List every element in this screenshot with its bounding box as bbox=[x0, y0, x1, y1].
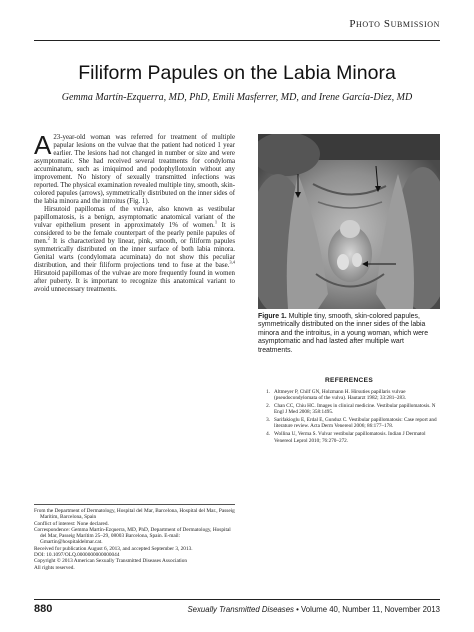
discussion-text-a: Hirsutoid papillomas of the vulvae, also known as vestibular papillomatosis, is a benign, asymptomatic anatomical variant of the vulvar epithelium present in approximately 1% of women. bbox=[34, 206, 235, 229]
footnotes bbox=[34, 508, 235, 571]
footnote-rights: All rights reserved. bbox=[34, 564, 75, 571]
footnote-received: Received for publication August 6, 2013, and accepted September 3, 2013. bbox=[34, 545, 193, 552]
reference-number: 3. bbox=[266, 417, 270, 424]
header-rule bbox=[34, 40, 440, 41]
reference-text: Altmeyer P, Chilf GN, Holzmann H. Hirsuties papillaris vulvae (pseudocondylomata of the vulva). Hautarzt 1982; 33:281–283. bbox=[274, 389, 406, 402]
footnote-rule bbox=[34, 504, 235, 505]
reference-item bbox=[258, 403, 440, 416]
article-authors: Gemma Martín-Ezquerra, MD, PhD, Emili Masferrer, MD, and Irene García-Diez, MD bbox=[61, 92, 413, 103]
reference-item bbox=[258, 417, 440, 430]
reference-number: 1. bbox=[266, 389, 270, 395]
article-title: Filiform Papules on the Labia Minora bbox=[78, 62, 396, 84]
discussion-text-b: It is considered to be the female counterpart of the pearly penile papules of men. bbox=[34, 222, 235, 245]
footer-rule bbox=[34, 599, 440, 600]
citation-3-4[interactable]: 3,4 bbox=[229, 259, 235, 265]
journal-name: Sexually Transmitted Diseases bbox=[187, 605, 294, 614]
footnote-correspondence: Correspondence: Gemma Martín-Ezquerra, MD, PhD, Department of Dermatology, Hospital del Mar, Passeig Marítim 25–29, 08003 Barcelona, Spain. E-mail: Gmartin@hospitaldelmar.cat. bbox=[34, 526, 231, 546]
reference-text: Chan CC, Chiu HC. Images in clinical medicine. Vestibular papillomatosis. N Engl J Med 2008; 358:1495. bbox=[274, 403, 436, 416]
journal-citation bbox=[187, 605, 440, 614]
figure-label: Figure 1. bbox=[258, 313, 287, 320]
footnote-doi[interactable]: DOI: 10.1097/OLQ.0000000000000044 bbox=[34, 552, 120, 559]
page-number: 880 bbox=[34, 603, 53, 615]
reference-number: 4. bbox=[266, 431, 270, 438]
references-heading: REFERENCES bbox=[324, 377, 374, 384]
discussion-text-d: Hirsutoid papillomas of the vulvae are more frequently found in women after puberty. It is important to recognize this anatomical variant to avoid unnecessary treatments. bbox=[34, 270, 235, 293]
footnote-copyright: Copyright © 2013 American Sexually Transmitted Diseases Association bbox=[34, 558, 188, 565]
paragraph-discussion bbox=[34, 206, 235, 294]
footnote-conflict: Conflict of interest: None declared. bbox=[34, 520, 109, 527]
reference-number: 2. bbox=[266, 403, 270, 410]
clinical-photo-illustration bbox=[258, 134, 440, 309]
drop-cap: A bbox=[34, 130, 52, 160]
figure-caption-text: Multiple tiny, smooth, skin-colored papules, symmetrically distributed on the inner sides of the labia minora and the introitus, in a young woman, which were asymptomatic and had lasted after multiple wart treatments. bbox=[258, 313, 429, 354]
figure-1-photo bbox=[258, 134, 440, 309]
article-body bbox=[34, 130, 235, 294]
reference-item bbox=[258, 389, 440, 402]
references-list bbox=[258, 389, 440, 445]
footnote-affiliation: From the Department of Dermatology, Hospital del Mar, Barcelona, Hospital del Mar., Passeig Marítim, Barcelona, Spain bbox=[34, 508, 235, 521]
paragraph-case-text: 23-year-old woman was referred for treatment of multiple papular lesions on the vulvae that the patient had noticed 1 year earlier. The lesions had not changed in number or size and were asymptomatic. She had received several treatments for condyloma accuminatum, such as imiquimod and podophyllotoxin without any improvement. No history of sexually transmitted infections was reported. The physical examination revealed multiple tiny, smooth, skin-colored papules (arrows), symmetrically distributed on the inner sides of the labia minora and the introitus (Fig. 1). bbox=[34, 134, 235, 205]
figure-caption bbox=[258, 313, 440, 355]
discussion-text-c: It is characterized by linear, pink, smooth, or filiform papules symmetrically distributed on the inner surface of both labia minora. Genital warts (condylomata acuminata) do not show this peculiar distribution, and their filiform projections tend to fuse at the base. bbox=[34, 238, 235, 269]
reference-text: Sarifakioglu E, Erdal E, Gunduz C. Vestibular papillomatosis: Case report and literature review. Acta Derm Venereol 2006; 86:177–178. bbox=[274, 417, 437, 430]
journal-issue: • Volume 40, Number 11, November 2013 bbox=[296, 605, 440, 614]
reference-text: Wollina U, Verma S. Vulvar vestibular papillomatosis. Indian J Dermatol Venereol Leprol 2010; 76:270–272. bbox=[274, 431, 426, 444]
section-header: Photo Submission bbox=[349, 18, 440, 30]
citation-2[interactable]: 2 bbox=[47, 235, 50, 241]
reference-item bbox=[258, 431, 440, 444]
citation-1[interactable]: 1 bbox=[214, 219, 218, 225]
paragraph-case bbox=[34, 130, 235, 206]
